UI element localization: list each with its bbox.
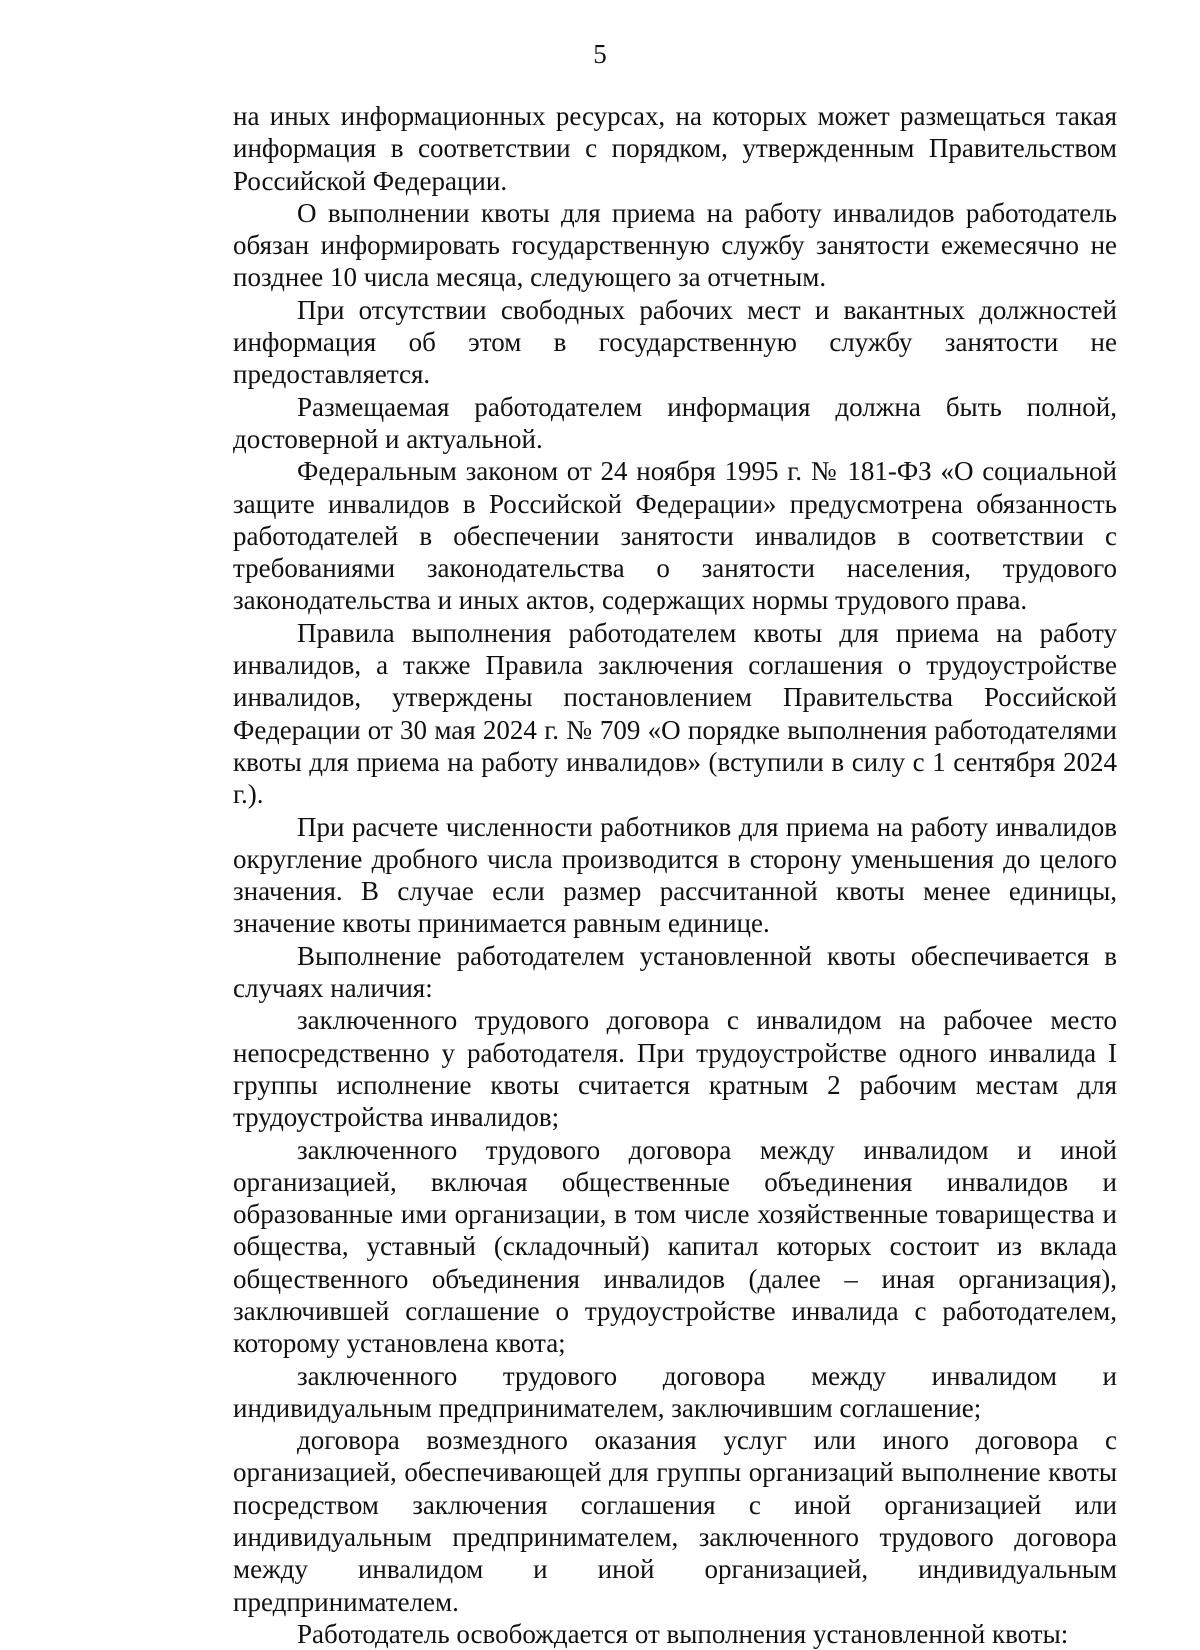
list-item-service-contract: договора возмездного оказания услуг или иного договора с организацией, обеспечивающей для группы организаций выполнение квоты посредством заключения соглашения с иной организацией или индивидуальным предпринимателем, заключенного трудового договора между инвалидом и иной организацией, индивидуальным предпринимателем.: [233, 1425, 1117, 1617]
page-number: 5: [593, 39, 607, 69]
paragraph-information-quality: Размещаемая работодателем информация должна быть полной, достоверной и актуальной.: [233, 391, 1117, 454]
paragraph-rounding: При расчете численности работников для приема на работу инвалидов округление дробного числа производится в сторону уменьшения до целого значения. В случае если размер рассчитанной квоты менее единицы, значение квоты принимается равным единице.: [233, 811, 1117, 939]
paragraph-exemption: Работодатель освобождается от выполнения установленной квоты:: [297, 1618, 1069, 1649]
paragraph-quota-rules: Правила выполнения работодателем квоты для приема на работу инвалидов, а также Правила заключения соглашения о трудоустройстве инвалидов, утверждены постановлением Правительства Российской Федерации от 30 мая 2024 г. № 709 «О порядке выполнения работодателями квоты для приема на работу инвалидов» (вступили в силу с 1 сентября 2024 г.).: [233, 617, 1117, 810]
list-item-direct-employment: заключенного трудового договора с инвалидом на рабочее место непосредственно у работодателя. При трудоустройстве одного инвалида I группы исполнение квоты считается кратным 2 рабочим местам для трудоустройства инвалидов;: [233, 1005, 1117, 1133]
paragraph-quota-reporting: О выполнении квоты для приема на работу инвалидов работодатель обязан информировать государственную службу занятости ежемесячно не позднее 10 числа месяца, следующего за отчетным.: [233, 197, 1117, 293]
list-item-other-organization: заключенного трудового договора между инвалидом и иной организацией, включая общественные объединения инвалидов и образованные ими организации, в том числе хозяйственные товарищества и общества, уставный (складочный) капитал которых состоит из вклада общественного объединения инвалидов (далее – иная организация), заключившей соглашение о трудоустройстве инвалида с работодателем, которому установлена квота;: [233, 1134, 1117, 1359]
paragraph-no-vacancies: При отсутствии свободных рабочих мест и вакантных должностей информация об этом в государственную службу занятости не предоставляется.: [233, 294, 1117, 390]
paragraph-federal-law: Федеральным законом от 24 ноября 1995 г. № 181-ФЗ «О социальной защите инвалидов в Российской Федерации» предусмотрена обязанность работодателей в обеспечении занятости инвалидов в соответствии с требованиями законодательства о занятости населения, трудового законодательства и иных актов, содержащих нормы трудового права.: [233, 456, 1117, 616]
paragraph-quota-fulfillment: Выполнение работодателем установленной квоты обеспечивается в случаях наличия:: [233, 940, 1117, 1004]
document-body: [233, 100, 1117, 1650]
paragraph-continuation: на иных информационных ресурсах, на которых может размещаться такая информация в соответствии с порядком, утвержденным Правительством Российской Федерации.: [233, 101, 1117, 196]
list-item-entrepreneur: заключенного трудового договора между инвалидом и индивидуальным предпринимателем, заключившим соглашение;: [233, 1360, 1117, 1423]
